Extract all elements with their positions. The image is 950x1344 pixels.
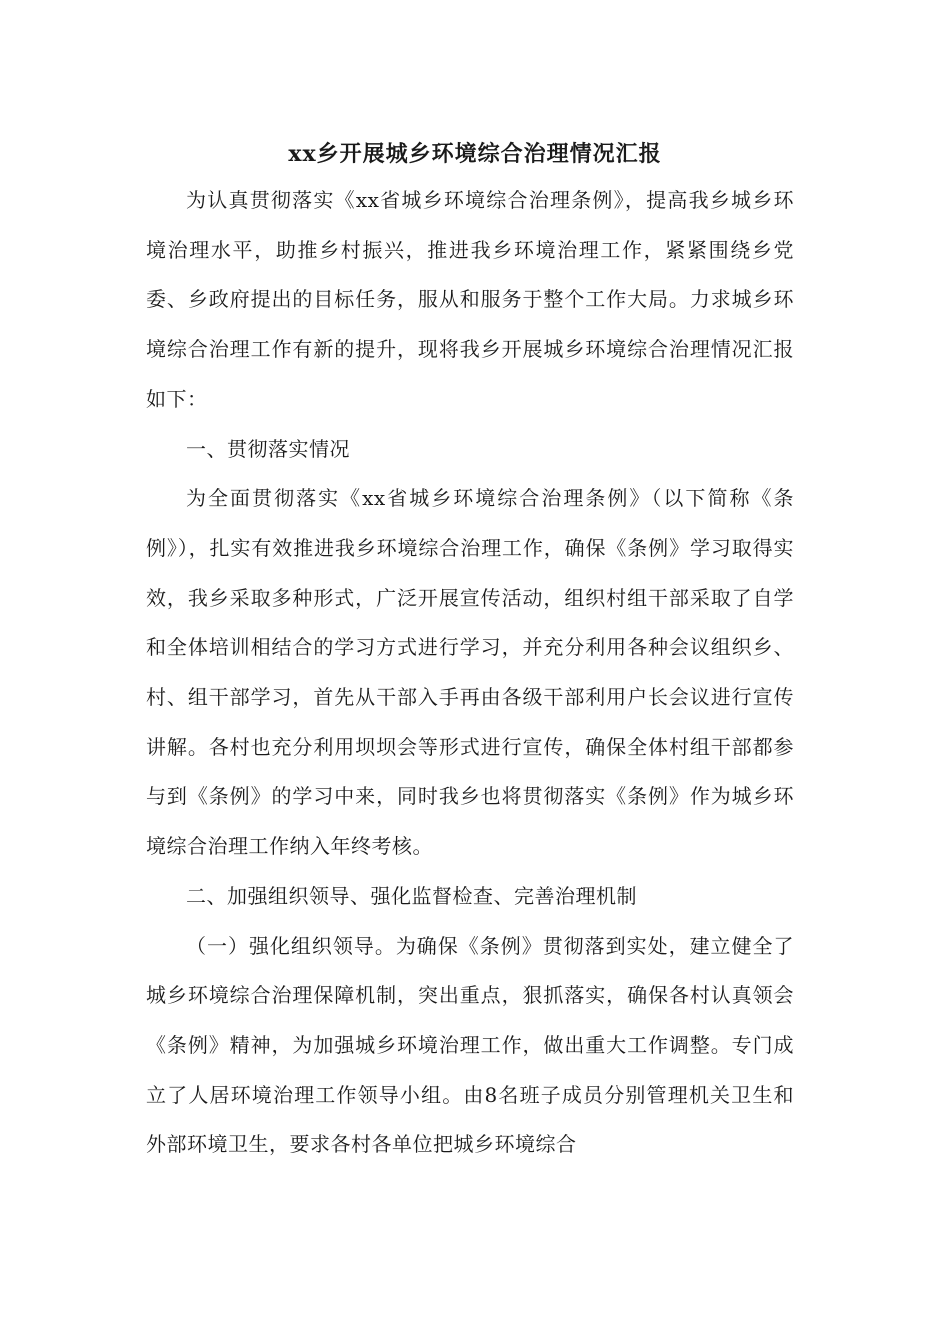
section-2-heading: 二、加强组织领导、强化监督检查、完善治理机制 — [186, 883, 637, 908]
document-title: xx乡开展城乡环境综合治理情况汇报 — [288, 141, 662, 167]
section-1-paragraph: 为全面贯彻落实《xx省城乡环境综合治理条例》（以下简称《条例》），扎实有效推进我乡环境综合治理工作，确保《条例》学习取得实效，我乡采取多种形式，广泛开展宣传活动，组织村组干部采取了自学和全体培训相结合的学习方式进行学习，并充分利用各种会议组织乡、村、组干部学习，首先从干部入手再由各级干部利用户长会议进行宣传讲解。各村也充分利用坝坝会等形式进行宣传，确保全体村组干部都参与到《条例》的学习中来，同时我乡也将贯彻落实《条例》作为城乡环境综合治理工作纳入年终考核。 — [146, 486, 794, 859]
section-2-subsection-1-paragraph: （一）强化组织领导。为确保《条例》贯彻落到实处，建立健全了城乡环境综合治理保障机制，突出重点，狠抓落实，确保各村认真领会《条例》精神，为加强城乡环境治理工作，做出重大工作调整。专门成立了人居环境治理工作领导小组。由8名班子成员分别管理机关卫生和外部环境卫生，要求各村各单位把城乡环境综合 — [146, 933, 794, 1157]
intro-paragraph: 为认真贯彻落实《xx省城乡环境综合治理条例》，提高我乡城乡环境治理水平，助推乡村振兴，推进我乡环境治理工作，紧紧围绕乡党委、乡政府提出的目标任务，服从和服务于整个工作大局。力求城乡环境综合治理工作有新的提升，现将我乡开展城乡环境综合治理情况汇报如下： — [146, 188, 794, 411]
section-1-heading: 一、贯彻落实情况 — [186, 436, 350, 461]
document-body — [146, 176, 794, 1170]
